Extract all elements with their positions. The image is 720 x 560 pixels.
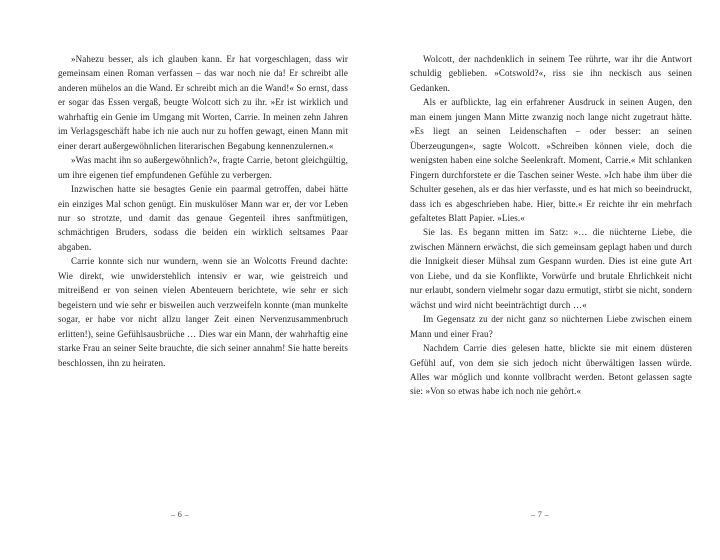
paragraph: Wolcott, der nachdenklich in seinem Tee rührte, war ihr die Antwort schuldig geblieben. »Cotswold?«, riss sie ihn neckisch aus seinen Gedanken. [410,54,692,93]
paragraph: Carrie konnte sich nur wundern, wenn sie an Wolcotts Freund dachte: Wie direkt, wie unwiderstehlich intensiv er war, wie geistreich und mitreißend er von seinen vielen Abenteuern berichtete, wie sehr er sich begeistern und wie sehr er bisweilen auch verzweifeln konnte (man munkelte sogar, er habe vor nicht allzu langer Zeit einen Nervenzusammenbruch erlitten!), seine Gefühlsausbrüche … Dies war ein Mann, der wahrhaftig eine starke Frau an seiner Seite brauchte, die sich seiner annahm! Sie hatte bereits beschlossen, ihn zu heiraten. [58,256,348,368]
paragraph: Nachdem Carrie dies gelesen hatte, blickte sie mit einem düsteren Gefühl auf, von dem sie sich jedoch nicht überwältigen lassen würde. Alles war möglich und konnte vollbracht werden. Betont gelassen sagte sie: »Von so etwas habe ich noch nie gehört.« [410,343,692,397]
page-right-textblock [410,52,692,399]
page-number-left: – 6 – [170,510,190,519]
paragraph: »Was macht ihn so außergewöhnlich?«, fragte Carrie, betont gleichgültig, um ihre eigenen tief empfundenen Gefühle zu verbergen. [58,155,348,180]
page-number-right: – 7 – [530,510,550,519]
page-left-textblock [58,52,348,370]
paragraph: Als er aufblickte, lag ein erfahrener Ausdruck in seinen Augen, den man einem jungen Mann Mitte zwanzig noch lange nicht zugetraut hätte. »Es liegt an seinen Leidenschaften – oder besser: an seinen Überzeugungen«, sagte Wolcott. »Schreiben können viele, doch die wenigsten haben eine solche Seelenkraft. Moment, Carrie.« Mit schlanken Fingern durchforstete er die Taschen seiner Weste. »Ich habe ihm über die Schulter gesehen, als er das hier verfasste, und es hat mich so beeindruckt, dass ich es abgeschrieben habe. Hier, bitte.« Er reichte ihr ein mehrfach gefaltetes Blatt Papier. »Lies.« [410,97,692,223]
paragraph: Im Gegensatz zu der nicht ganz so nüchternen Liebe zwischen einem Mann und einer Frau? [410,314,692,339]
paragraph: Sie las. Es begann mitten im Satz: »… die nüchterne Liebe, die zwischen Männern erwächst, die sich gemeinsam geplagt haben und durch die Innigkeit dieser Mühsal zum Gespann wurden. Dies ist eine gute Art von Liebe, und da sie Konflikte, Vorwürfe und brutale Ehrlichkeit nicht nur erlaubt, sondern vielmehr sogar dazu ermutigt, stirbt sie nicht, sondern wächst und wird nicht beeinträchtigt durch …« [410,227,692,310]
page-right [360,0,720,560]
paragraph: Inzwischen hatte sie besagtes Genie ein paarmal getroffen, dabei hätte ein einziges Mal schon genügt. Ein muskulöser Mann war er, der vor Leben nur so strotzte, und damit das genaue Gegenteil ihres sanftmütigen, schmächtigen Bruders, sodass die beiden ein wirklich seltsames Paar abgaben. [58,184,348,252]
paragraph: »Nahezu besser, als ich glauben kann. Er hat vorgeschlagen, dass wir gemeinsam einen Roman verfassen – das war noch nie da! Er schreibt alle anderen mühelos an die Wand. Er schreibt mich an die Wand!« So ernst, dass er sogar das Essen vergaß, beugte Wolcott sich zu ihr. »Er ist wirklich und wahrhaftig ein Genie im Umgang mit Worten, Carrie. In meinen zehn Jahren im Verlagsgeschäft habe ich nie auch nur zu hoffen gewagt, einen Mann mit einer derart außergewöhnlichen literarischen Begabung kennenzulernen.« [58,54,348,151]
